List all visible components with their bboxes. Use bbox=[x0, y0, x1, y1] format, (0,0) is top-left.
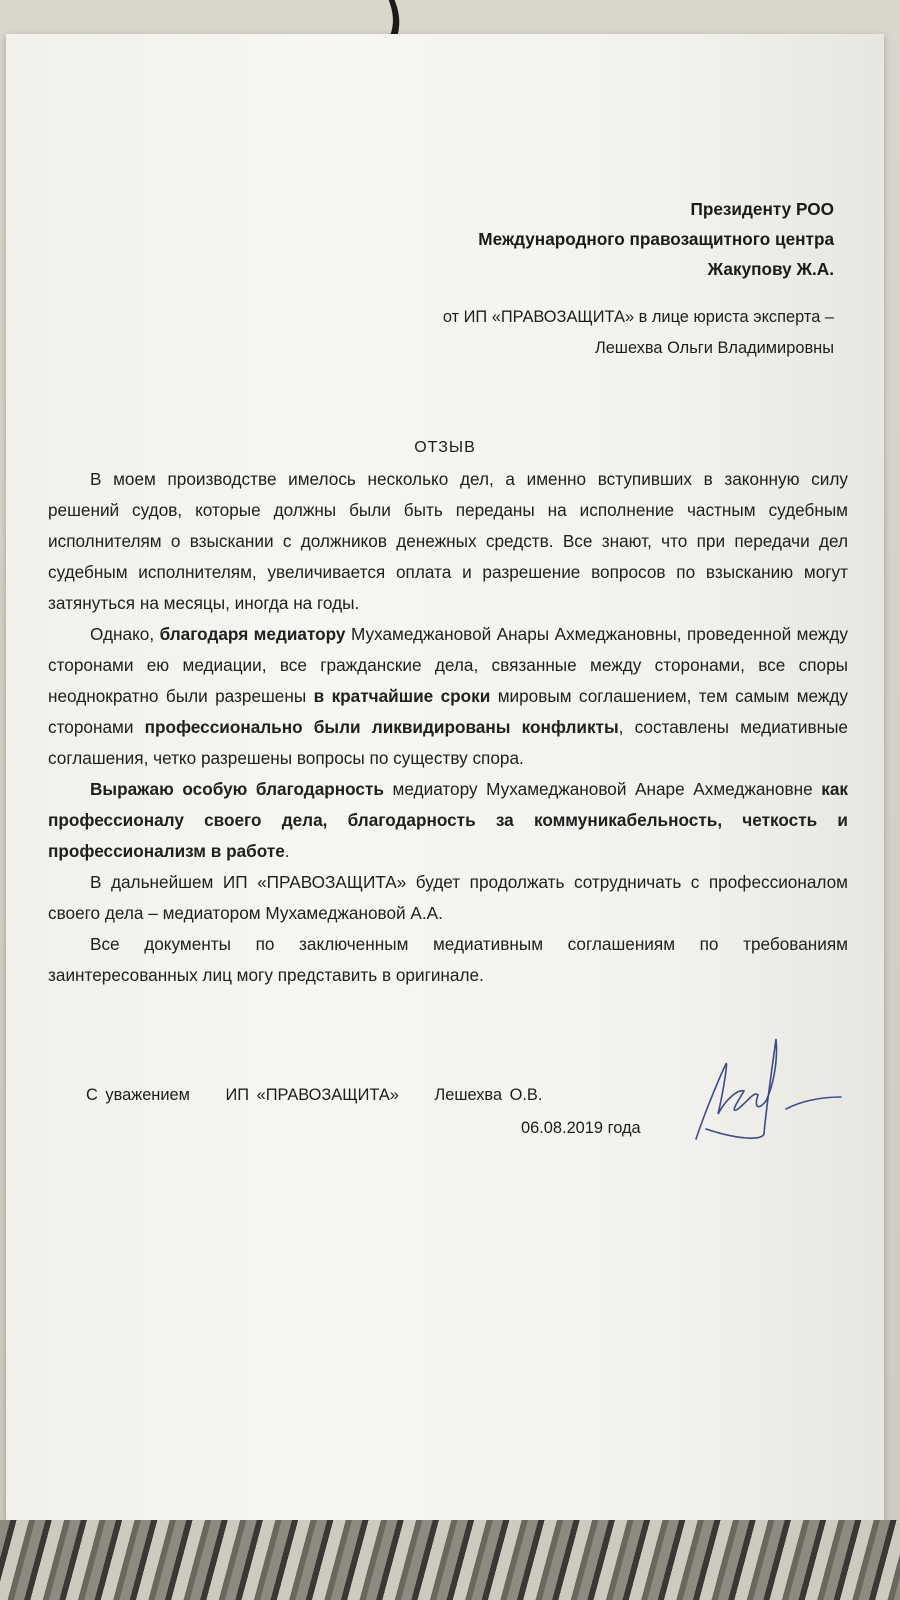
document-sheet bbox=[6, 34, 884, 1522]
p3-text-1: медиатору Мухамеджановой Анаре Ахмеджановне bbox=[383, 779, 822, 799]
paragraph-5: Все документы по заключенным медиативным соглашениям по требованиям заинтересованных лиц могу представить в оригинале. bbox=[48, 934, 848, 985]
p2-bold-3: профессионально были ликвидированы конфликты bbox=[144, 717, 619, 737]
p3-bold-1: Выражаю особую благодарность bbox=[90, 779, 384, 799]
p2-text-2: Мухамеджановой Анары Ахмеджановны, проведенной между сторонами ею медиации, все гражданские дела, связанные между сторонами, все споры неоднократно были разрешены bbox=[48, 624, 848, 706]
p3-bold-2: как профессионалу своего дела, благодарность за коммуникабельность, четкость и профессионализм в работе bbox=[48, 779, 848, 861]
p3-text-2: . bbox=[284, 841, 290, 861]
addressee-line-2: Международного правозащитного центра bbox=[478, 229, 834, 249]
document-body bbox=[48, 464, 848, 991]
paragraph-3 bbox=[48, 774, 848, 867]
p2-bold-2: в кратчайшие сроки bbox=[313, 686, 491, 706]
p2-bold-1: благодаря медиатору bbox=[159, 624, 346, 644]
closing-name: Лешехва О.В. bbox=[434, 1086, 543, 1104]
sender-line-1: от ИП «ПРАВОЗАЩИТА» в лице юриста эксперта – bbox=[442, 308, 834, 326]
addressee-line-3: Жакупову Ж.А. bbox=[707, 259, 834, 279]
sender-block bbox=[443, 302, 834, 364]
addressee-block bbox=[478, 194, 834, 284]
closing-org: ИП «ПРАВОЗАЩИТА» bbox=[225, 1086, 399, 1104]
handwritten-signature bbox=[666, 1029, 846, 1154]
paragraph-4: В дальнейшем ИП «ПРАВОЗАЩИТА» будет продолжать сотрудничать с профессионалом своего дела – медиатором Мухамеджановой А.А. bbox=[48, 872, 848, 923]
addressee-line-1: Президенту РОО bbox=[690, 199, 834, 219]
closing-regards: С уважением bbox=[86, 1086, 190, 1104]
paragraph-1: В моем производстве имелось несколько дел, а именно вступивших в законную силу решений судов, которые должны были быть переданы на исполнение частным судебным исполнителям о взыскании с должников денежных средств. Все знают, что при передачи дел судебным исполнителям, увеличивается оплата и разрешение вопросов по взысканию могут затянуться на месяцы, иногда на годы. bbox=[48, 469, 848, 613]
document-title: ОТЗЫВ bbox=[414, 439, 476, 456]
paragraph-2 bbox=[48, 619, 848, 774]
p2-text-3: мировым соглашением, тем самым между сторонами bbox=[48, 686, 848, 737]
p2-text-4: , составлены медиативные соглашения, четко разрешены вопросы по существу спора. bbox=[48, 717, 848, 768]
closing-line bbox=[86, 1086, 570, 1105]
background-surface bbox=[0, 1520, 900, 1600]
p2-text-1: Однако, bbox=[90, 624, 160, 644]
document-date: 06.08.2019 года bbox=[521, 1119, 641, 1137]
sender-line-2: Лешехва Ольги Владимировны bbox=[594, 339, 834, 357]
